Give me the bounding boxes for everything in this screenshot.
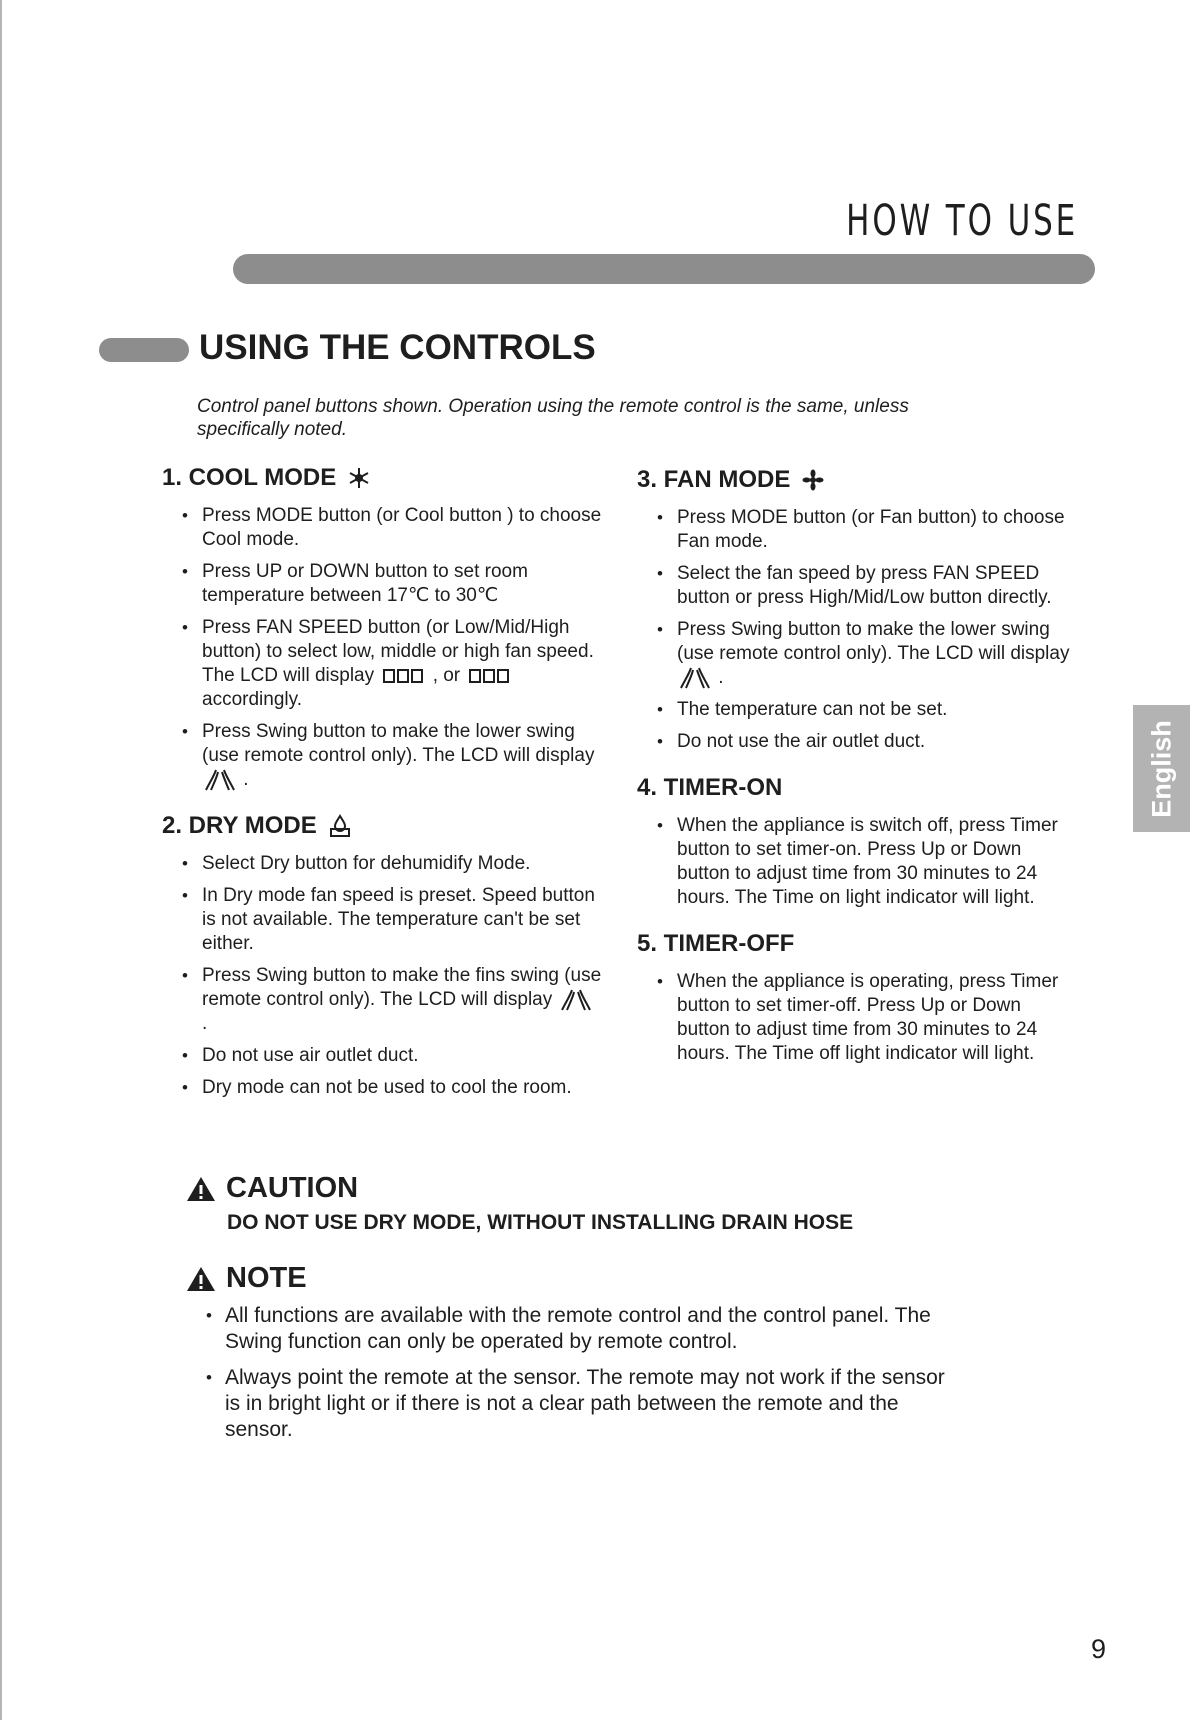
timer-off-heading: 5. TIMER-OFF — [637, 930, 795, 958]
page-number: 9 — [1090, 1634, 1106, 1664]
swing-icon — [558, 988, 594, 1012]
water-drop-icon — [329, 814, 351, 838]
snowflake-icon — [348, 467, 370, 489]
header-bar — [233, 254, 1095, 284]
list-item: • Press FAN SPEED button (or Low/Mid/High button) to select low, middle or high fan speed. The LCD will display , or accordingly. — [162, 616, 602, 712]
dry-mode-section — [162, 812, 602, 1100]
list-item: • All functions are available with the remote control and the control panel. The Swing function can only be operated by remote control. — [186, 1303, 946, 1355]
swing-icon — [677, 666, 713, 690]
list-item: • Do not use air outlet duct. — [162, 1044, 602, 1068]
list-item: • Always point the remote at the sensor. The remote may not work if the sensor is in bright light or if there is not a clear path between the remote and the sensor. — [186, 1365, 946, 1443]
section-intro: Control panel buttons shown. Operation using the remote control is the same, unless specifically noted. — [197, 396, 909, 440]
timer-on-section — [637, 774, 1077, 910]
note-heading: NOTE — [186, 1262, 946, 1295]
list-item: • Press MODE button (or Cool button ) to choose Cool mode. — [162, 504, 602, 552]
list-item: • When the appliance is switch off, press Timer button to set timer-on. Press Up or Down button to adjust time from 30 minutes to 24 hours. The Time on light indicator will light. — [637, 814, 1077, 910]
list-item: • When the appliance is operating, press Timer button to set timer-off. Press Up or Down button to adjust time from 30 minutes to 24 hours. The Time off light indicator will light. — [637, 970, 1077, 1066]
fan-mode-section — [637, 466, 1077, 754]
caution-block — [186, 1172, 853, 1235]
timer-off-section — [637, 930, 1077, 1066]
list-item: • Select the fan speed by press FAN SPEED button or press High/Mid/Low button directly. — [637, 562, 1077, 610]
timer-on-heading: 4. TIMER-ON — [637, 774, 783, 802]
lcd-fan-display-icon — [469, 669, 509, 683]
page-header-title: HOW TO USE — [846, 196, 1078, 246]
list-item: • Press MODE button (or Fan button) to choose Fan mode. — [637, 506, 1077, 554]
section-marker — [99, 338, 189, 362]
language-tab-label: English — [1146, 719, 1176, 818]
lcd-fan-display-icon — [383, 669, 423, 683]
left-column — [162, 464, 602, 1120]
note-block — [186, 1262, 946, 1453]
fan-icon — [802, 469, 824, 491]
section-title: USING THE CONTROLS — [199, 328, 596, 367]
caution-text: DO NOT USE DRY MODE, WITHOUT INSTALLING DRAIN HOSE — [227, 1211, 854, 1234]
cool-mode-section — [162, 464, 602, 792]
swing-icon — [202, 768, 238, 792]
caution-heading: CAUTION — [186, 1172, 853, 1205]
fan-mode-heading: 3. FAN MODE — [637, 466, 1077, 494]
list-item: • Dry mode can not be used to cool the room. — [162, 1076, 602, 1100]
cool-mode-heading: 1. COOL MODE — [162, 464, 602, 492]
list-item: • Press Swing button to make the fins swing (use remote control only). The LCD will display . — [162, 964, 602, 1036]
list-item: • Select Dry button for dehumidify Mode. — [162, 852, 602, 876]
list-item: • The temperature can not be set. — [637, 698, 1077, 722]
warning-icon — [186, 1266, 216, 1292]
right-column — [637, 466, 1077, 1086]
list-item: • Press Swing button to make the lower swing (use remote control only). The LCD will display . — [637, 618, 1077, 690]
list-item: • Press Swing button to make the lower swing (use remote control only). The LCD will display . — [162, 720, 602, 792]
page-left-rule — [0, 0, 2, 1720]
list-item: • Do not use the air outlet duct. — [637, 730, 1077, 754]
language-tab — [1133, 705, 1190, 832]
warning-icon — [186, 1176, 216, 1202]
list-item: • Press UP or DOWN button to set room temperature between 17℃ to 30℃ — [162, 560, 602, 608]
list-item: • In Dry mode fan speed is preset. Speed button is not available. The temperature can't be set either. — [162, 884, 602, 956]
dry-mode-heading: 2. DRY MODE — [162, 812, 602, 840]
